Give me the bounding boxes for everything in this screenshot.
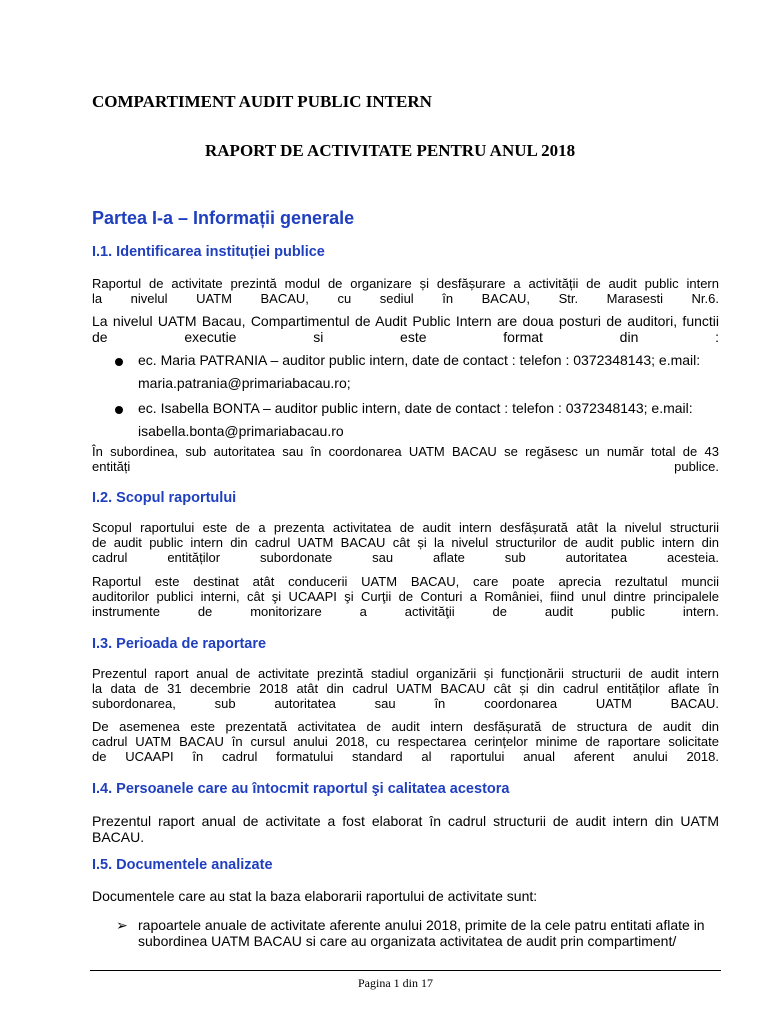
text-line: cadrul UATM BACAU în cursul anului 2018, cu respectarea cerințelor minime de raportare solicitate <box>92 734 719 749</box>
text-line: de UCAAPI în cadrul formatului standard al raportului anual aferent anului 2018. <box>92 749 719 764</box>
text-line: entități publice. <box>92 459 719 474</box>
auditor-item-2 <box>138 400 693 439</box>
s3-paragraph-2 <box>92 719 719 764</box>
text-line: De asemenea este prezentată activitatea de audit intern desfășurată de structura de audit din <box>92 719 719 734</box>
text-line: la nivelul UATM BACAU, cu sediul în BACAU, Str. Marasesti Nr.6. <box>92 291 719 306</box>
text-line: Raportul este destinat atât conducerii UATM BACAU, care poate aprecia rezultatul muncii <box>92 574 719 589</box>
s5-intro: Documentele care au stat la baza elaborarii raportului de activitate sunt: <box>92 888 538 904</box>
text-line: La nivelul UATM Bacau, Compartimentul de Audit Public Intern are doua posturi de auditori, functii <box>92 313 719 329</box>
page-number: Pagina 1 din 17 <box>358 976 433 990</box>
text-line: subordinea UATM BACAU si care au organizata activitatea de audit prin compartiment/ <box>138 933 677 949</box>
section-4-heading: I.4. Persoanele care au întocmit raportul şi calitatea acestora <box>92 781 510 797</box>
text-line: În subordinea, sub autoritatea sau în coordonarea UATM BACAU se regăsesc un număr total de 43 <box>92 444 719 459</box>
email-link[interactable]: maria.patrania@primariabacau.ro <box>138 375 347 391</box>
part1-heading: Partea I-a – Informații generale <box>92 208 355 228</box>
bullet-icon <box>115 358 123 366</box>
section-3-heading: I.3. Perioada de raportare <box>92 636 267 652</box>
arrow-bullet-icon: ➢ <box>116 917 128 933</box>
s4-paragraph-1 <box>92 813 719 845</box>
text-line: auditorilor publici interni, cât şi UCAAPI şi Curţii de Conturi a României, fiind unul dintre principalele <box>92 589 719 604</box>
text-line: BACAU. <box>92 829 145 845</box>
s5-item-1 <box>138 917 705 949</box>
text-line: rapoartele anuale de activitate aferente anului 2018, primite de la cele patru entitati aflate in <box>138 917 705 933</box>
section-5-heading: I.5. Documentele analizate <box>92 857 273 873</box>
text-line: la data de 31 decembrie 2018 atât din cadrul UATM BACAU cât și din cadrul entităților aflate în <box>92 681 719 696</box>
text-line: instrumente de monitorizare a activităţii de audit public intern. <box>92 604 719 619</box>
report-title: RAPORT DE ACTIVITATE PENTRU ANUL 2018 <box>205 141 576 160</box>
text-line: Raportul de activitate prezintă modul de organizare și desfășurare a activității de audit public intern <box>92 276 719 291</box>
s3-paragraph-1 <box>92 666 719 711</box>
text-line: de executie si este format din : <box>92 329 719 345</box>
section-2-heading: I.2. Scopul raportului <box>92 490 237 506</box>
email-link[interactable]: isabella.bonta@primariabacau.ro <box>138 423 344 439</box>
footer-divider <box>90 970 721 971</box>
email-suffix: ; <box>346 375 351 391</box>
text-line: cadrul entităților subordonate sau aflate sub autoritatea acesteia. <box>92 550 719 565</box>
text-line: Scopul raportului este de a prezenta activitatea de audit intern desfășurată atât la nivelul structurii <box>92 520 719 535</box>
s1-paragraph-1 <box>92 276 719 306</box>
bullet-icon <box>115 406 123 414</box>
text-line: de audit public intern din cadrul UATM BACAU cât și la nivelul structurilor de audit public intern din <box>92 535 719 550</box>
section-1-heading: I.1. Identificarea instituției publice <box>92 244 325 260</box>
s1-paragraph-3 <box>92 444 719 474</box>
auditor-line: ec. Maria PATRANIA – auditor public intern, date de contact : telefon : 0372348143; e.mail: <box>138 352 701 368</box>
auditor-line: ec. Isabella BONTA – auditor public intern, date de contact : telefon : 0372348143; e.mail: <box>138 400 693 416</box>
s1-paragraph-2 <box>92 313 719 345</box>
department-title: COMPARTIMENT AUDIT PUBLIC INTERN <box>92 92 432 111</box>
text-line: Prezentul raport anual de activitate a fost elaborat în cadrul structurii de audit intern din UATM <box>92 813 719 829</box>
auditor-item-1 <box>138 352 700 391</box>
text-line: Prezentul raport anual de activitate prezintă stadiul organizării și funcționării structurii de audit intern <box>92 666 719 681</box>
text-line: subordonarea, sub autoritatea sau în coordonarea UATM BACAU. <box>92 696 719 711</box>
s2-paragraph-2 <box>92 574 719 619</box>
s2-paragraph-1 <box>92 520 719 565</box>
